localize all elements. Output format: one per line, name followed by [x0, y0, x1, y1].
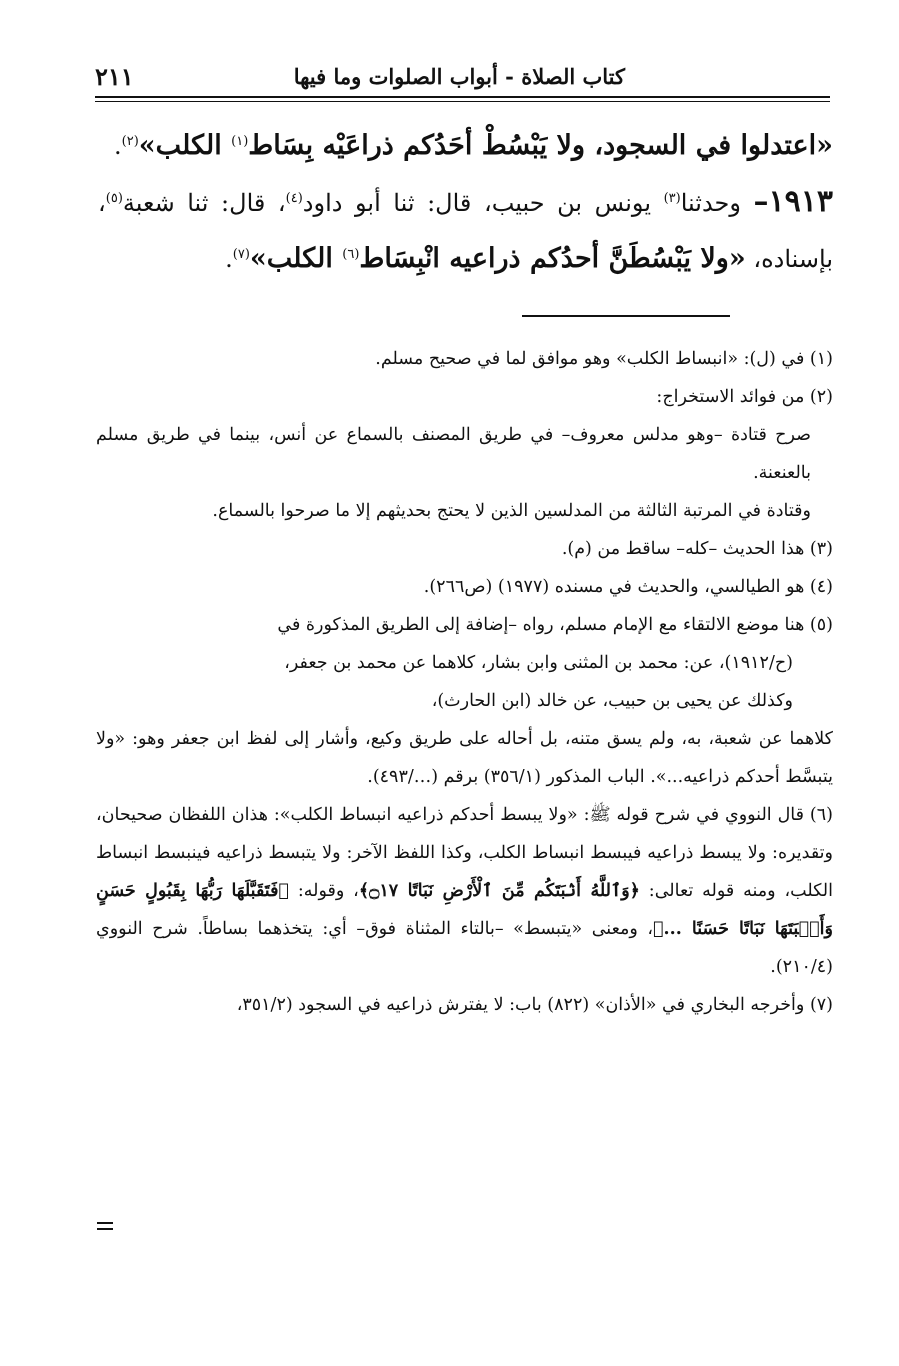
footnote-5-line-2: (ح/١٩١٢)، عن: محمد بن المثنى وابن بشار، كلاهما عن محمد بن جعفر،	[284, 653, 793, 673]
header-rule	[95, 96, 830, 98]
hadith-matn: «ولا يَبْسُطَنَّ أحدُكم ذراعيه انْبِسَاط	[359, 243, 746, 274]
footnote-7: (٧) وأخرجه البخاري في «الأذان» (٨٢٢) باب: لا يفترش ذراعيه في السجود (٣٥١/٢،	[236, 995, 833, 1015]
footnote-separator	[522, 315, 730, 317]
footnote-6	[96, 796, 833, 986]
hadith-1913	[98, 174, 833, 287]
footnote-ref: (٢)	[121, 134, 139, 149]
footnote-5-line-3: وكذلك عن يحيى بن حبيب، عن خالد (ابن الحارث)،	[431, 691, 793, 711]
footnote-ref: (٥)	[105, 191, 123, 206]
footnote-5: (٥) هنا موضع الالتقاء مع الإمام مسلم، رواه –إضافة إلى الطريق المذكورة في	[277, 615, 833, 635]
period: .	[113, 132, 122, 160]
isnad-text: ، بإسناده،	[98, 189, 833, 273]
isnad-text: ، قال: ثنا شعبة	[122, 189, 286, 217]
hadith-continuation	[98, 118, 833, 174]
hadith-number: ١٩١٣–	[753, 184, 833, 219]
running-title: كتاب الصلاة - أبواب الصلوات وما فيها	[293, 64, 625, 89]
footnote-5-para-2: كلاهما عن شعبة، به، ولم يسق متنه، بل أحاله على طريق وكيع، وأشار إلى لفظ ابن جعفر وهو: «ولا يتبسَّط أحدكم ذراعيه...». الباب المذكور (٣٥٦/١) برقم (…/٤٩٣).	[96, 729, 833, 787]
footnote-6-text: (٦) قال النووي في شرح قوله ﷺ: «ولا يبسط أحدكم ذراعيه انبساط الكلب»: هذان اللفظان صحيحان، وتقديره: ولا يبسط ذراعيه فيبسط انبساط الكلب، وكذا اللفظ الآخر: ولا يتبسط ذراعيه فينبسط انبساط الكلب، ومنه قوله تعالى:	[96, 805, 834, 901]
isnad-text: يونس بن حبيب، قال: ثنا أبو داود	[302, 189, 664, 217]
footnote-2-para-1: صرح قتادة –وهو مدلس معروف– في طريق المصنف بالسماع عن أنس، بينما في طريق مسلم بالعنعنة.	[96, 425, 811, 483]
footnote-ref: (٣)	[663, 191, 681, 206]
page-header	[95, 62, 830, 96]
footnote-3: (٣) هذا الحديث –كله– ساقط من (م).	[561, 539, 833, 559]
footnotes	[96, 340, 833, 1024]
footnote-ref: (٤)	[285, 191, 303, 206]
quran-verse: ﴿وَٱللَّهُ أَنۢبَتَكُم مِّنَ ٱلْأَرْضِ نَبَاتًا ۝١٧﴾	[358, 881, 640, 901]
footnote-ref: (٧)	[232, 247, 250, 262]
footnote-4: (٤) هو الطيالسي، والحديث في مسنده (١٩٧٧) (ص٢٦٦).	[423, 577, 833, 597]
footnote-2-para-2: وقتادة في المرتبة الثالثة من المدلسين الذين لا يحتج بحديثهم إلا ما صرحوا بالسماع.	[212, 501, 811, 521]
quran-verse: ﴿فَتَقَبَّلَهَا رَبُّهَا بِقَبُولٍ حَسَنٍ وَأَنۢبَتَهَا نَبَاتًا حَسَنًا ...﴾	[96, 881, 834, 939]
continuation-mark	[97, 1222, 113, 1230]
hadith-quote: «اعتدلوا في السجود، ولا يَبْسُطْ أحَدُكم ذراعَيْه بِسَاط	[248, 130, 833, 161]
footnote-2: (٢) من فوائد الاستخراج:	[656, 387, 833, 407]
footnote-1: (١) في (ل): «انبساط الكلب» وهو موافق لما في صحيح مسلم.	[375, 349, 833, 369]
footnote-ref: (١)	[231, 134, 249, 149]
hadith-quote-end: الكلب»	[138, 130, 232, 161]
footnote-6-text: ، وقوله:	[288, 881, 359, 901]
footnote-ref: (٦)	[342, 247, 360, 262]
period: .	[225, 245, 233, 273]
footnote-6-text: ، ومعنى «يتبسط» –بالتاء المثناة فوق– أي: يتخذهما بساطاً. شرح النووي (٢١٠/٤).	[96, 919, 833, 977]
page-number: ٢١١	[95, 62, 134, 91]
isnad-text: وحدثنا	[680, 189, 754, 217]
hadith-matn-end: الكلب»	[249, 243, 343, 274]
header-rule-thin	[95, 101, 830, 102]
main-text	[98, 118, 833, 287]
